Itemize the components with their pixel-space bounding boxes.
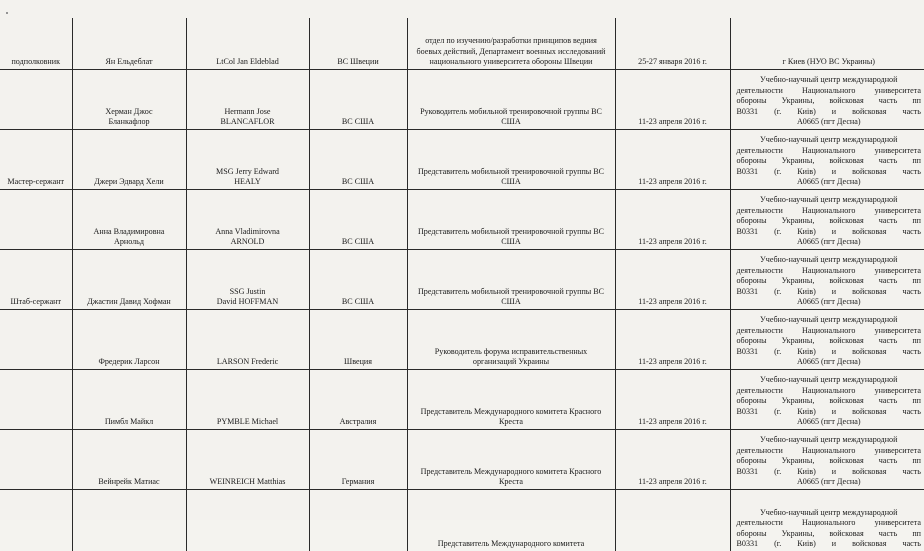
name-ru-cell-line: Арнольд — [75, 237, 184, 248]
place-line: Учебно-научный центр международной — [737, 75, 922, 86]
place-line: деятельности Национального университета — [737, 518, 922, 529]
name-ru-cell — [72, 250, 186, 310]
place-line: деятельности Национального университета — [737, 206, 922, 217]
name-ru-cell — [72, 490, 186, 551]
role-cell: отдел по изучению/разработки принципов ведния боевых действий, Департамент военных исследований национального университета обороны Швеции — [407, 18, 615, 70]
rank-cell — [0, 370, 72, 430]
place-line: А0665 (пгт Десна) — [737, 297, 922, 308]
table-row — [0, 190, 924, 250]
place-cell — [730, 490, 924, 551]
place-line: В0331 (г. Киів) и войсковая часть — [737, 227, 922, 238]
place-line: В0331 (г. Киів) и войсковая часть — [737, 107, 922, 118]
place-line: А0665 (пгт Десна) — [737, 237, 922, 248]
name-en-cell — [186, 70, 309, 130]
rank-cell — [0, 70, 72, 130]
rank-cell — [0, 190, 72, 250]
role-cell: Представитель Международного комитета Красного Креста — [407, 370, 615, 430]
rank-cell — [0, 310, 72, 370]
place-line: обороны Украины, войсковая часть пп — [737, 156, 922, 167]
country-cell — [309, 490, 407, 551]
place-line: В0331 (г. Киів) и войсковая часть — [737, 407, 922, 418]
place-line: деятельности Национального университета — [737, 326, 922, 337]
country-cell: ВС США — [309, 130, 407, 190]
name-en-cell-line: SSG Justin — [189, 287, 307, 298]
role-cell: Руководитель мобильной тренировочной группы ВС США — [407, 70, 615, 130]
dates-cell: 11-23 апреля 2016 г. — [615, 130, 730, 190]
rank-cell: Мастер-сержант — [0, 130, 72, 190]
place-line: Учебно-научный центр международной — [737, 508, 922, 519]
name-ru-cell-line: Джери Эдвард Хели — [75, 177, 184, 188]
place-line: деятельности Национального университета — [737, 86, 922, 97]
role-cell: Представитель Международного комитета Красного Креста — [407, 430, 615, 490]
place-cell — [730, 190, 924, 250]
table-row — [0, 310, 924, 370]
name-ru-cell-line: Анна Владимировна — [75, 227, 184, 238]
name-ru-cell — [72, 18, 186, 70]
table-row — [0, 490, 924, 551]
country-cell: Швеция — [309, 310, 407, 370]
rank-cell — [0, 430, 72, 490]
name-en-cell-line: BLANCAFLOR — [189, 117, 307, 128]
name-ru-cell-line: Фредерик Ларсон — [75, 357, 184, 368]
country-cell: Австралия — [309, 370, 407, 430]
dates-cell: 25-27 января 2016 г. — [615, 18, 730, 70]
name-ru-cell-line: Ян Ельдеблат — [75, 57, 184, 68]
name-en-cell-line: HEALY — [189, 177, 307, 188]
place-line: г Киев (НУО ВС Украины) — [737, 57, 922, 68]
place-line: А0665 (пгт Десна) — [737, 177, 922, 188]
name-ru-cell-line: Бланкафлор — [75, 117, 184, 128]
table-row — [0, 18, 924, 70]
place-line: деятельности Национального университета — [737, 146, 922, 157]
country-cell: Германия — [309, 430, 407, 490]
name-en-cell — [186, 370, 309, 430]
place-cell — [730, 130, 924, 190]
place-line: В0331 (г. Киів) и войсковая часть — [737, 287, 922, 298]
place-line: Учебно-научный центр международной — [737, 195, 922, 206]
place-line: Учебно-научный центр международной — [737, 255, 922, 266]
rank-cell — [0, 490, 72, 551]
place-line: обороны Украины, войсковая часть пп — [737, 396, 922, 407]
name-en-cell — [186, 190, 309, 250]
name-en-cell — [186, 18, 309, 70]
dates-cell: 11-23 апреля 2016 г. — [615, 70, 730, 130]
dates-cell: 11-23 апреля 2016 г. — [615, 430, 730, 490]
dates-cell: 11-23 апреля 2016 г. — [615, 190, 730, 250]
place-line: В0331 (г. Киів) и войсковая часть — [737, 539, 922, 550]
role-cell: Руководитель форума исправительственных организаций Украины — [407, 310, 615, 370]
place-line: А0665 (пгт Десна) — [737, 357, 922, 368]
rank-cell: Штаб-сержант — [0, 250, 72, 310]
country-cell: ВС Швеции — [309, 18, 407, 70]
name-ru-cell — [72, 190, 186, 250]
place-line: А0665 (пгт Десна) — [737, 117, 922, 128]
place-line: обороны Украины, войсковая часть пп — [737, 276, 922, 287]
name-ru-cell-line: Джастин Давид Хофман — [75, 297, 184, 308]
place-line: В0331 (г. Киів) и войсковая часть — [737, 467, 922, 478]
place-line: Учебно-научный центр международной — [737, 135, 922, 146]
table-row — [0, 70, 924, 130]
place-line: Учебно-научный центр международной — [737, 315, 922, 326]
name-en-cell-line: WEINREICH Matthias — [189, 477, 307, 488]
name-en-cell — [186, 430, 309, 490]
place-cell — [730, 370, 924, 430]
visitors-table — [0, 18, 924, 551]
role-cell: Представитель мобильной тренировочной группы ВС США — [407, 250, 615, 310]
name-ru-cell-line: Пимбл Майкл — [75, 417, 184, 428]
place-line: Учебно-научный центр международной — [737, 375, 922, 386]
table-row — [0, 370, 924, 430]
name-ru-cell — [72, 430, 186, 490]
place-line: деятельности Национального университета — [737, 386, 922, 397]
name-en-cell-line: Anna Vladimirovna — [189, 227, 307, 238]
place-line: Учебно-научный центр международной — [737, 435, 922, 446]
table-row — [0, 130, 924, 190]
dates-cell — [615, 490, 730, 551]
role-cell: Представитель мобильной тренировочной группы ВС США — [407, 130, 615, 190]
place-cell — [730, 310, 924, 370]
place-line: обороны Украины, войсковая часть пп — [737, 336, 922, 347]
name-en-cell-line: LtCol Jan Eldeblad — [189, 57, 307, 68]
place-line: обороны Украины, войсковая часть пп — [737, 529, 922, 540]
name-ru-cell-line: Вейнрейк Матиас — [75, 477, 184, 488]
place-line: В0331 (г. Киів) и войсковая часть — [737, 347, 922, 358]
table-row — [0, 430, 924, 490]
name-en-cell-line: David HOFFMAN — [189, 297, 307, 308]
name-ru-cell — [72, 370, 186, 430]
rank-cell: подполковник — [0, 18, 72, 70]
place-line: А0665 (пгт Десна) — [737, 417, 922, 428]
name-en-cell — [186, 250, 309, 310]
dates-cell: 11-23 апреля 2016 г. — [615, 310, 730, 370]
name-en-cell — [186, 490, 309, 551]
table-body — [0, 18, 924, 551]
place-line: обороны Украины, войсковая часть пп — [737, 216, 922, 227]
table-row — [0, 250, 924, 310]
dates-cell: 11-23 апреля 2016 г. — [615, 370, 730, 430]
place-line: А0665 (пгт Десна) — [737, 477, 922, 488]
scan-speck — [6, 12, 8, 14]
name-ru-cell-line: Херман Джос — [75, 107, 184, 118]
country-cell: ВС США — [309, 70, 407, 130]
place-cell — [730, 18, 924, 70]
role-cell: Представитель мобильной тренировочной группы ВС США — [407, 190, 615, 250]
place-line: деятельности Национального университета — [737, 446, 922, 457]
name-ru-cell — [72, 130, 186, 190]
place-cell — [730, 70, 924, 130]
name-en-cell-line: ARNOLD — [189, 237, 307, 248]
place-line: В0331 (г. Киів) и войсковая часть — [737, 167, 922, 178]
name-en-cell — [186, 310, 309, 370]
name-en-cell-line: LARSON Frederic — [189, 357, 307, 368]
name-en-cell — [186, 130, 309, 190]
place-cell — [730, 430, 924, 490]
name-ru-cell — [72, 310, 186, 370]
country-cell: ВС США — [309, 250, 407, 310]
place-line: деятельности Национального университета — [737, 266, 922, 277]
dates-cell: 11-23 апреля 2016 г. — [615, 250, 730, 310]
place-line: обороны Украины, войсковая часть пп — [737, 456, 922, 467]
name-en-cell-line: PYMBLE Michael — [189, 417, 307, 428]
country-cell: ВС США — [309, 190, 407, 250]
role-cell: Представитель Международного комитета — [407, 490, 615, 551]
name-en-cell-line: MSG Jerry Edward — [189, 167, 307, 178]
name-en-cell-line: Hermann Jose — [189, 107, 307, 118]
place-cell — [730, 250, 924, 310]
name-ru-cell — [72, 70, 186, 130]
place-line: обороны Украины, войсковая часть пп — [737, 96, 922, 107]
